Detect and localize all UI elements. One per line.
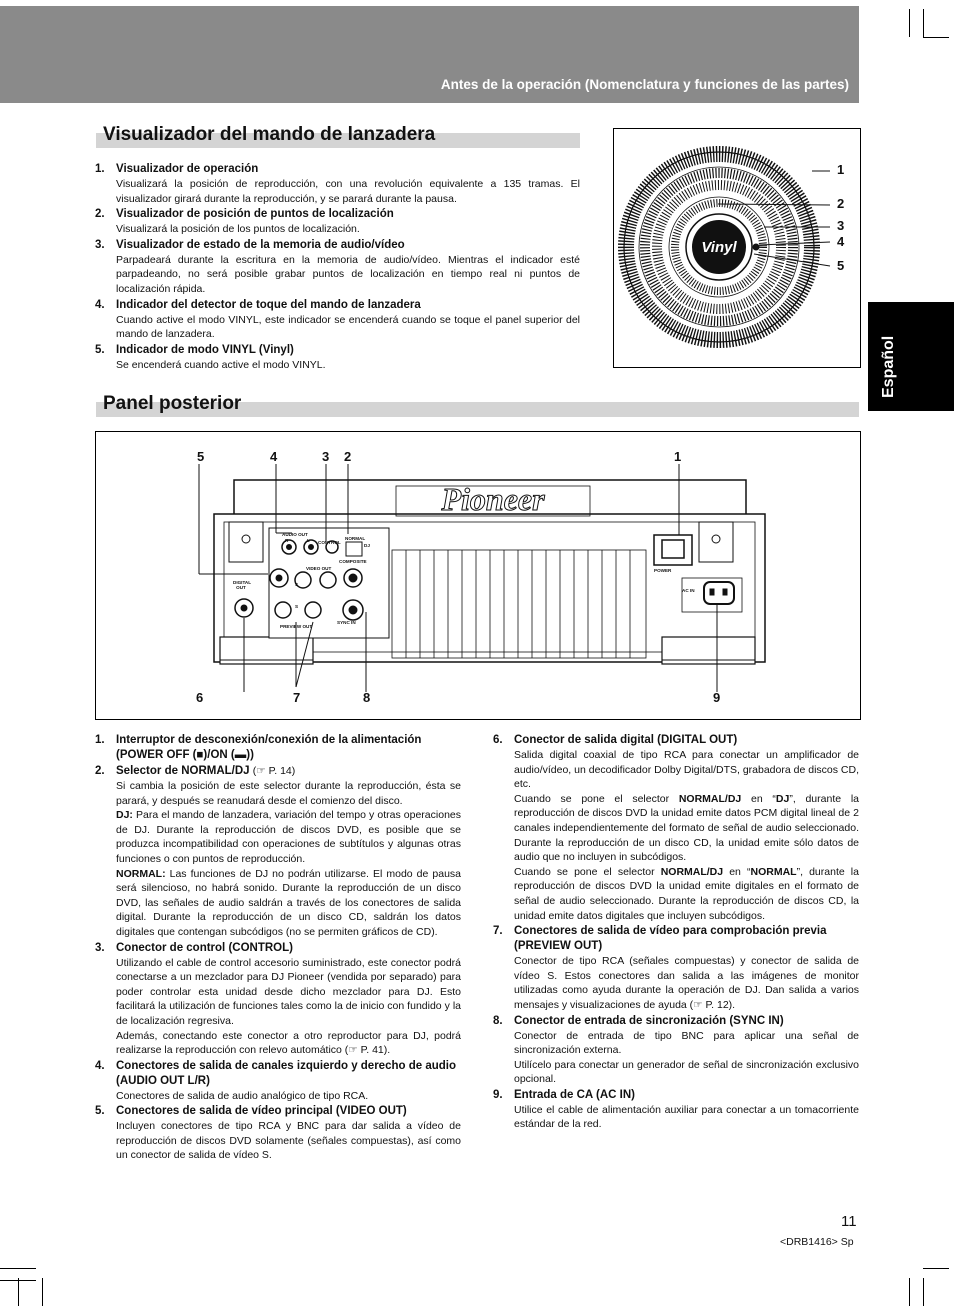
panel-label-l: L bbox=[307, 538, 310, 543]
panel-label-preview-out: PREVIEW OUT bbox=[280, 624, 313, 629]
panel-label-s-1: S bbox=[295, 582, 299, 587]
item-desc: Salida digital coaxial de tipo RCA para conectar un amplificador de audio/vídeo, un decodificador Dolby Digital/DTS, grabadora de discos CD, etc. bbox=[514, 749, 859, 791]
panel-label-digital-out: DIGITAL OUT bbox=[233, 580, 252, 590]
panel-label-control: CONTROL bbox=[318, 540, 341, 545]
item-number: 4. bbox=[95, 298, 105, 311]
shuttle-item-5 bbox=[95, 343, 580, 373]
rear-callout-4: 4 bbox=[270, 449, 278, 464]
callout-5: 5 bbox=[837, 258, 845, 273]
item-number: 5. bbox=[95, 343, 105, 356]
item-desc: Se encenderá cuando active el modo VINYL. bbox=[116, 358, 326, 371]
term: DJ: bbox=[116, 809, 133, 822]
term: DJ bbox=[775, 792, 790, 805]
rear-item-3 bbox=[95, 941, 461, 1058]
text: Para el mando de lanzadera, variación del tempo y otras operaciones de DJ. Durante la reproducción de discos DVD, es posible que se produzca incompatibilidad con operaciones de subtítulos y algunas otras funciones o con puntos de reproducción. bbox=[116, 809, 461, 865]
item-desc bbox=[116, 867, 461, 940]
item-title: Indicador de modo VINYL (Vinyl) bbox=[116, 343, 294, 356]
item-number: 8. bbox=[493, 1014, 503, 1027]
rear-item-5 bbox=[95, 1104, 461, 1163]
rear-item-7 bbox=[493, 924, 859, 1012]
rear-callout-5: 5 bbox=[197, 449, 205, 464]
item-title: Visualizador de operación bbox=[116, 163, 259, 175]
rear-section-title: Panel posterior bbox=[103, 393, 242, 414]
item-title: Visualizador de posición de puntos de localización bbox=[116, 208, 394, 221]
item-number: 9. bbox=[493, 1088, 503, 1101]
item-desc: Conector de tipo RCA (señales compuestas) y conector de salida de vídeo S. Estos conectores dan salida a las imágenes de monitor utilizadas como ayuda durante la operación de DJ. Dan salida a varios mensajes y visualizaciones de ayuda (☞ P. 12). bbox=[514, 955, 859, 1011]
panel-label-dj: DJ bbox=[364, 543, 370, 548]
item-title: Selector de NORMAL/DJ bbox=[116, 765, 250, 777]
callout-2: 2 bbox=[837, 196, 845, 211]
shuttle-section-title: Visualizador del mando de lanzadera bbox=[103, 124, 436, 145]
panel-label-power: POWER bbox=[654, 568, 672, 573]
vinyl-mark: Vinyl bbox=[701, 239, 737, 256]
text: Cuando se pone el selector bbox=[514, 792, 679, 805]
item-title: Conector de entrada de sincronización (SYNC IN) bbox=[514, 1014, 784, 1027]
item-number: 2. bbox=[95, 765, 105, 777]
rear-items-left bbox=[95, 733, 461, 1164]
item-number: 2. bbox=[95, 208, 105, 221]
item-number: 6. bbox=[493, 734, 503, 746]
term: NORMAL/DJ bbox=[678, 792, 742, 805]
item-title: Conector de control (CONTROL) bbox=[116, 941, 293, 954]
item-title: Conector de salida digital (DIGITAL OUT) bbox=[514, 734, 738, 746]
header-title: Antes de la operación (Nomenclatura y funciones de las partes) bbox=[440, 77, 849, 92]
panel-label-audio-out: AUDIO OUT bbox=[282, 532, 308, 537]
rear-item-2 bbox=[95, 764, 461, 940]
panel-label-ac-in: AC IN bbox=[682, 588, 695, 593]
item-desc: Utilice el cable de alimentación auxiliar para conectar a un tomacorriente estándar de la red. bbox=[514, 1103, 859, 1131]
text: ”, durante la reproducción de discos DVD la unidad emite digitales en el formato de señal de audio seleccionado. Durante la reproducción de discos CD, la unidad emite datos digitales que incluyen subcódigos. bbox=[514, 865, 859, 922]
shuttle-item-1 bbox=[95, 162, 580, 206]
rear-items-right bbox=[493, 733, 859, 1133]
rear-callout-3: 3 bbox=[322, 449, 330, 464]
text: Cuando se pone el selector bbox=[514, 865, 661, 878]
item-desc: Utilizando el cable de control accesorio suministrado, este conector podrá conectarse a un mezclador para DJ Pioneer (vendida por separado) para poder controlar esta unidad desde dicho mezclador para DJ. Esto facilitará la utilización de funciones tales como la de inicio con fundido y la de localización regresiva. bbox=[116, 956, 461, 1027]
item-number: 1. bbox=[95, 163, 105, 175]
item-number: 3. bbox=[95, 238, 105, 251]
item-number: 5. bbox=[95, 1105, 105, 1118]
item-number: 7. bbox=[493, 925, 503, 938]
rear-panel-illustration bbox=[96, 432, 860, 719]
term: NORMAL: bbox=[116, 867, 166, 880]
rear-panel-figure bbox=[95, 431, 861, 720]
pioneer-logo: Pioneer bbox=[441, 481, 545, 517]
item-number: 1. bbox=[95, 734, 105, 746]
rear-callout-7: 7 bbox=[293, 690, 301, 705]
language-tab-label: Español bbox=[880, 335, 897, 398]
rear-item-4 bbox=[95, 1059, 461, 1104]
rear-callout-1: 1 bbox=[674, 449, 682, 464]
language-tab bbox=[868, 302, 954, 411]
item-desc bbox=[514, 792, 859, 865]
shuttle-item-3 bbox=[95, 238, 580, 297]
item-desc: Visualizará la posición de los puntos de localización. bbox=[116, 223, 360, 236]
text: Las funciones de DJ no podrán utilizarse. El modo de pausa será silencioso, no habrá sonido. Durante la reproducción de un disco DVD, las señales de audio saldrán a través de los conectores de salida digital. Durante la reproducción de un disco CD, saldrán los datos digitales que contengan subcódigos (no se permiten gráficos de CD). bbox=[116, 867, 461, 938]
rear-callout-9: 9 bbox=[713, 690, 721, 705]
rear-section-title-bar bbox=[96, 393, 859, 417]
rear-item-6 bbox=[493, 733, 859, 923]
page-ref: (☞ P. 14) bbox=[252, 765, 296, 777]
shuttle-item-2 bbox=[95, 207, 580, 237]
item-desc: Visualizará la posición de reproducción, con una revolución equivalente a 135 tramas. El visualizador girará durante la reproducción, y se parará durante la pausa. bbox=[116, 178, 580, 205]
item-desc: Utilícelo para conectar un generador de señal de sincronización exclusivo opcional. bbox=[514, 1058, 859, 1086]
panel-label-r: R bbox=[285, 538, 289, 543]
rear-item-8 bbox=[493, 1014, 859, 1087]
item-desc: Parpadeará durante la escritura en la memoria de audio/vídeo. Mientras el indicador esté parpadeando, no será posible grabar puntos de localización en tiempo real ni puntos de localización rápida. bbox=[116, 253, 580, 295]
item-title: Visualizador de estado de la memoria de audio/vídeo bbox=[116, 238, 405, 251]
text: ”, durante la reproducción de discos DVD la unidad emite datos PCM digital lineal de 2 canales independientemente del formato de señal de audio seleccionado. Durante la reproducción de un disco CD, la unidad emite sólo datos de audio que no incluyen in subcódigos. bbox=[514, 792, 859, 864]
rear-callout-2: 2 bbox=[344, 449, 352, 464]
item-title: Interruptor de desconexión/conexión de la alimentación (POWER OFF (■)/ON (▬)) bbox=[116, 734, 422, 761]
panel-label-sync-in: SYNC IN bbox=[337, 620, 356, 625]
panel-label-composite: COMPOSITE bbox=[339, 559, 367, 564]
panel-label-video-out: VIDEO OUT bbox=[306, 566, 332, 571]
callout-4: 4 bbox=[837, 234, 845, 249]
page-number: 11 bbox=[841, 1213, 857, 1230]
shuttle-items bbox=[95, 162, 580, 373]
item-desc: Además, conectando este conector a otro reproductor para DJ, podrá realizarse la reproducción con relevo automático (☞ P. 41). bbox=[116, 1029, 461, 1057]
shuttle-dial-illustration bbox=[614, 129, 860, 367]
panel-label-normal: NORMAL bbox=[345, 536, 366, 541]
item-number: 3. bbox=[95, 941, 105, 954]
item-number: 4. bbox=[95, 1059, 105, 1072]
callout-1: 1 bbox=[837, 162, 845, 177]
item-desc: Si cambia la posición de este selector durante la reproducción, ésta se parará, y después se reanudará desde el comienzo del disco. bbox=[116, 780, 461, 807]
item-desc: Cuando active el modo VINYL, este indicador se encenderá cuando se toque el panel superior del mando de lanzadera. bbox=[116, 313, 580, 341]
item-desc: Conector de entrada de tipo BNC para aplicar una señal de sincronización externa. bbox=[514, 1029, 859, 1057]
rear-item-1 bbox=[95, 733, 461, 763]
callout-3: 3 bbox=[837, 218, 845, 233]
rear-callout-6: 6 bbox=[196, 690, 204, 705]
rear-callout-8: 8 bbox=[363, 690, 371, 705]
item-title: Conectores de salida de canales izquierdo y derecho de audio (AUDIO OUT L/R) bbox=[116, 1059, 456, 1087]
shuttle-item-4 bbox=[95, 298, 580, 342]
shuttle-display-figure bbox=[613, 128, 861, 368]
term: NORMAL bbox=[750, 865, 797, 878]
item-title: Conectores de salida de vídeo para comprobación previa (PREVIEW OUT) bbox=[514, 925, 827, 953]
term: NORMAL/DJ bbox=[660, 865, 724, 878]
item-desc: Incluyen conectores de tipo RCA y BNC para dar salida a vídeo de reproducción de discos DVD solamente (señales compuestas), así como un conector de salida de vídeo S. bbox=[116, 1120, 461, 1162]
item-desc bbox=[116, 808, 461, 866]
item-desc bbox=[514, 865, 859, 923]
text: en “ bbox=[741, 792, 776, 805]
panel-label-s-2: S bbox=[295, 604, 299, 609]
text: en “ bbox=[723, 865, 751, 878]
document-code: <DRB1416> Sp bbox=[780, 1236, 854, 1248]
item-title: Indicador del detector de toque del mando de lanzadera bbox=[116, 298, 421, 311]
header-band bbox=[0, 6, 859, 103]
item-desc: Conectores de salida de audio analógico de tipo RCA. bbox=[116, 1089, 369, 1102]
item-title: Conectores de salida de vídeo principal (VIDEO OUT) bbox=[116, 1105, 407, 1118]
shuttle-section-title-bar bbox=[96, 124, 580, 148]
item-title: Entrada de CA (AC IN) bbox=[514, 1088, 635, 1101]
rear-item-9 bbox=[493, 1088, 859, 1132]
